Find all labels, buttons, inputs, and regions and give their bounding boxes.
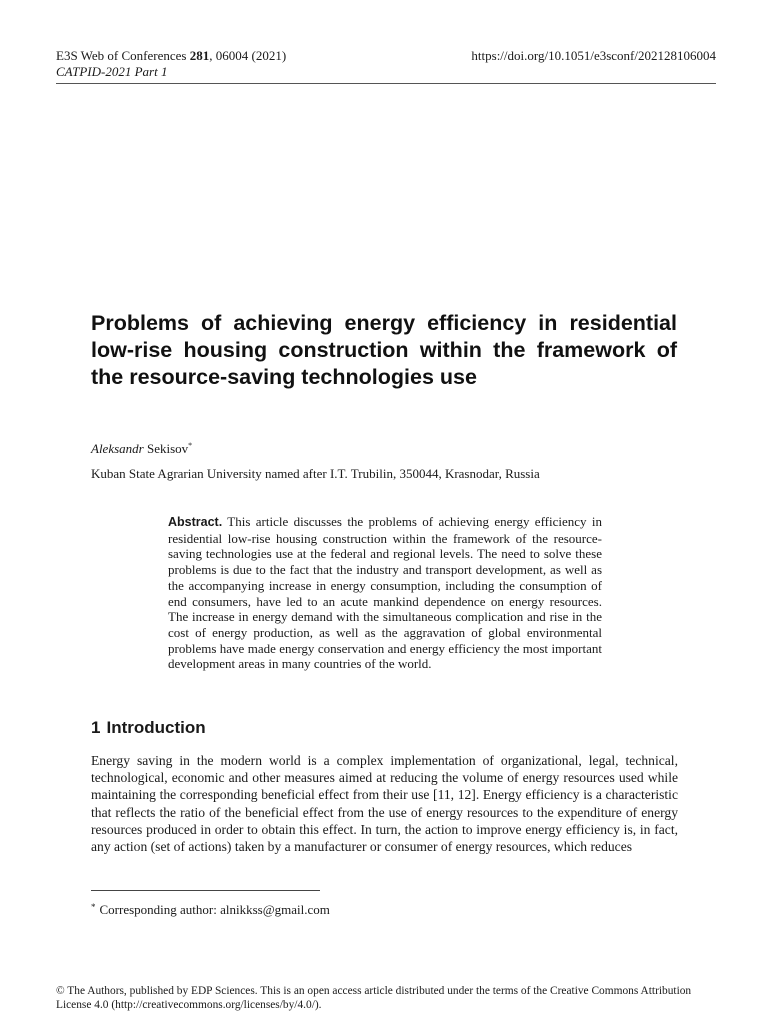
author-family-name: Sekisov: [143, 441, 189, 456]
abstract-label: Abstract.: [168, 515, 223, 529]
abstract-text: This article discusses the problems of achieving energy efficiency in residential low-rise housing construction within the framework of the resource-saving technologies use at the federal and regional levels. The need to solve these problems is due to the fact that the industry and transport development, as well as the accompanying increase in energy consumption, including the consumption of end consumers, have led to an acute mankind dependence on energy resources. The increase in energy demand with the simultaneous complication and rise in the cost of energy production, as well as the aggravation of global environmental problems have made energy conservation and energy efficiency the most important development areas in many countries of the world.: [168, 514, 602, 672]
author-given-name: Aleksandr: [91, 441, 144, 456]
corresponding-author-mark: *: [188, 441, 193, 450]
affiliation: Kuban State Agrarian University named after I.T. Trubilin, 350044, Krasnodar, Russia: [91, 466, 540, 481]
journal-citation: E3S Web of Conferences 281, 06004 (2021): [56, 48, 287, 63]
section-number: 1: [91, 718, 101, 737]
article-title: Problems of achieving energy efficiency in residential low-rise housing construction within the framework of the resource-saving technologies use: [91, 311, 677, 389]
header-divider: [56, 83, 716, 84]
running-header: [56, 48, 286, 80]
author-line: [91, 441, 192, 457]
footnote: [91, 902, 330, 918]
abstract: [168, 514, 602, 672]
doi-link[interactable]: https://doi.org/10.1051/e3sconf/202128106004: [471, 48, 716, 63]
journal-volume: 281: [189, 48, 210, 63]
footnote-mark: *: [91, 902, 96, 912]
footnote-divider: [91, 890, 320, 891]
section-title: Introduction: [106, 718, 206, 737]
section-heading: [91, 718, 206, 738]
conference-series: CATPID-2021 Part 1: [56, 64, 168, 79]
license-notice: © The Authors, published by EDP Sciences. This is an open access article distributed under the terms of the Creative Commons Attribution License 4.0 (http://creativecommons.org/licenses/by/4.0/).: [56, 985, 692, 1011]
body-paragraph: Energy saving in the modern world is a complex implementation of organizational, legal, technical, technological, economic and other measures aimed at reducing the volume of energy resources used while maintaining the corresponding beneficial effect from their use [11, 12]. Energy efficiency is a characteristic that reflects the ratio of the beneficial effect from the use of energy resources to the expenditure of energy resources produced in order to obtain this effect. In turn, the action to improve energy efficiency is, in fact, any action (set of actions) taken by a manufacturer or consumer of energy resources, which reduces: [91, 753, 678, 855]
footnote-text: Corresponding author: alnikkss@gmail.com: [99, 902, 330, 917]
